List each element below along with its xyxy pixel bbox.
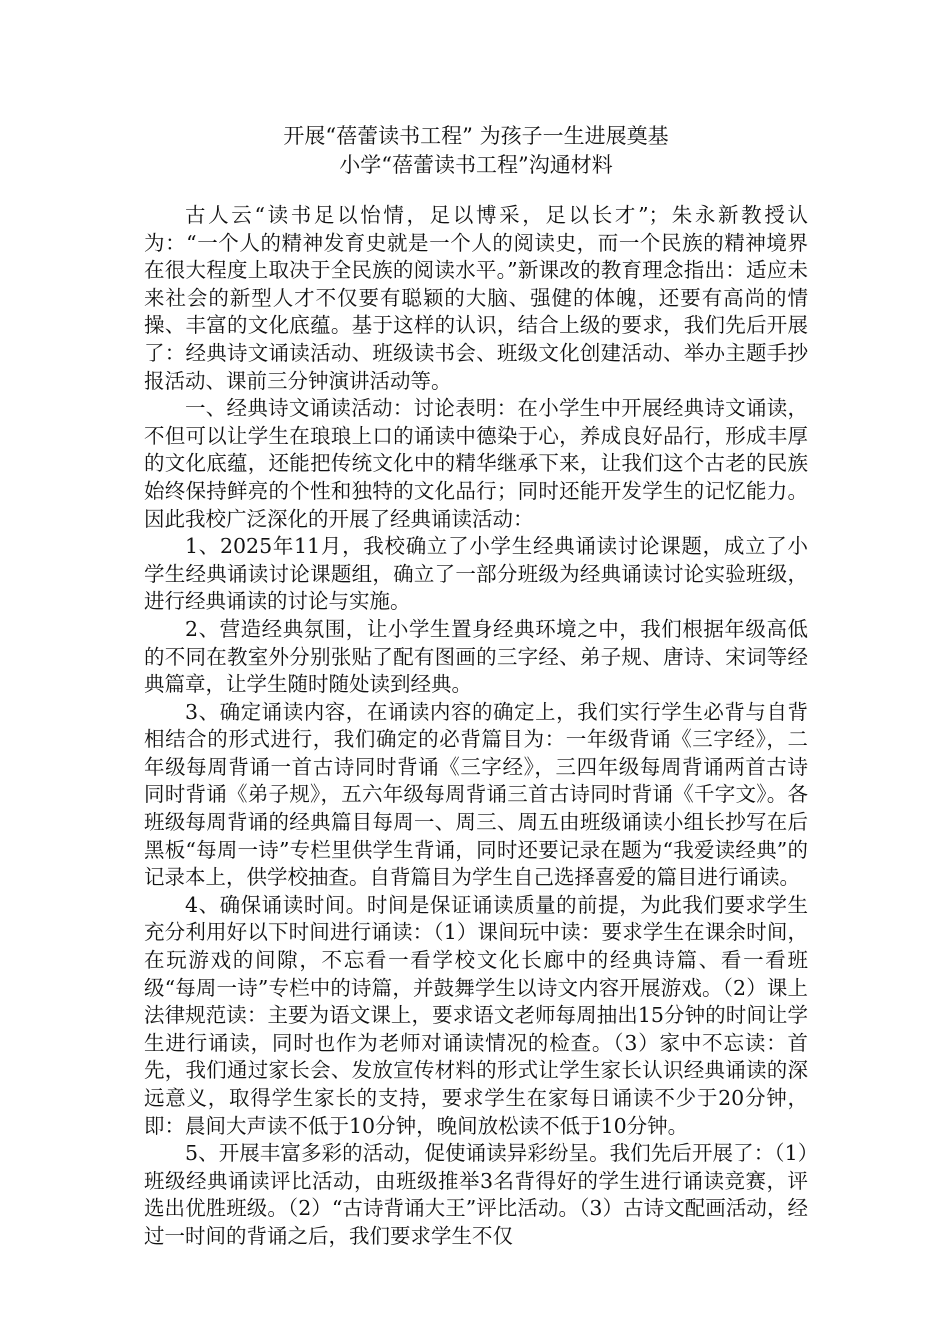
paragraph-section-1: 一、经典诗文诵读活动：讨论表明：在小学生中开展经典诗文诵读，不但可以让学生在琅琅上口的诵读中德染于心，养成良好品行，形成丰厚的文化底蕴，还能把传统文化中的精华继承下来，让我们这个古老的民族始终保持鲜亮的个性和独特的文化品行；同时还能开发学生的记忆能力。因此我校广泛深化的开展了经典诵读活动： bbox=[144, 396, 808, 531]
document-page bbox=[144, 122, 808, 1251]
paragraph-item-4: 4、确保诵读时间。时间是保证诵读质量的前提，为此我们要求学生充分利用好以下时间进行诵读：（1）课间玩中读：要求学生在课余时间，在玩游戏的间隙，不忘看一看学校文化长廊中的经典诗篇、看一看班级“每周一诗”专栏中的诗篇，并鼓舞学生以诗文内容开展游戏。（2）课上法律规范读：主要为语文课上，要求语文老师每周抽出15分钟的时间让学生进行诵读，同时也作为老师对诵读情况的检查。（3）家中不忘读：首先，我们通过家长会、发放宣传材料的形式让学生家长认识经典诵读的深远意义，取得学生家长的支持，要求学生在家每日诵读不少于20分钟，即：晨间大声读不低于10分钟，晚间放松读不低于10分钟。 bbox=[144, 892, 808, 1138]
document-subtitle: 小学“蓓蕾读书工程”沟通材料 bbox=[339, 153, 613, 177]
paragraph-item-2: 2、营造经典氛围，让小学生置身经典环境之中，我们根据年级高低的不同在教室外分别张贴了配有图画的三字经、弟子规、唐诗、宋词等经典篇章，让学生随时随处读到经典。 bbox=[144, 616, 808, 697]
document-title: 开展“蓓蕾读书工程” 为孩子一生进展奠基 bbox=[283, 124, 669, 148]
paragraph-item-5: 5、开展丰富多彩的活动，促使诵读异彩纷呈。我们先后开展了：（1）班级经典诵读评比活动，由班级推举3名背得好的学生进行诵读竞赛，评选出优胜班级。（2）“古诗背诵大王”评比活动。（3）古诗文配画活动，经过一时间的背诵之后，我们要求学生不仅 bbox=[144, 1141, 808, 1248]
paragraph-item-1: 1、2025年11月，我校确立了小学生经典诵读讨论课题，成立了小学生经典诵读讨论课题组，确立了一部分班级为经典诵读讨论实验班级，进行经典诵读的讨论与实施。 bbox=[144, 534, 808, 614]
paragraph-intro: 古人云“读书足以怡情，足以博采，足以长才”；朱永新教授认为：“一个人的精神发育史就是一个人的阅读史，而一个民族的精神境界在很大程度上取决于全民族的阅读水平。”新课改的教育理念指出：适应未来社会的新型人才不仅要有聪颖的大脑、强健的体魄，还要有高尚的情操、丰富的文化底蕴。基于这样的认识，结合上级的要求，我们先后开展了：经典诗文诵读活动、班级读书会、班级文化创建活动、举办主题手抄报活动、课前三分钟演讲活动等。 bbox=[144, 203, 808, 393]
paragraph-item-3: 3、确定诵读内容，在诵读内容的确定上，我们实行学生必背与自背相结合的形式进行，我们确定的必背篇目为：一年级背诵《三字经》，二年级每周背诵一首古诗同时背诵《三字经》，三四年级每周背诵两首古诗同时背诵《弟子规》，五六年级每周背诵三首古诗同时背诵《千字文》。各班级每周背诵的经典篇目每周一、周三、周五由班级诵读小组长抄写在后黑板“每周一诗”专栏里供学生背诵，同时还要记录在题为“我爱读经典”的记录本上，供学校抽查。自背篇目为学生自己选择喜爱的篇目进行诵读。 bbox=[144, 699, 808, 890]
